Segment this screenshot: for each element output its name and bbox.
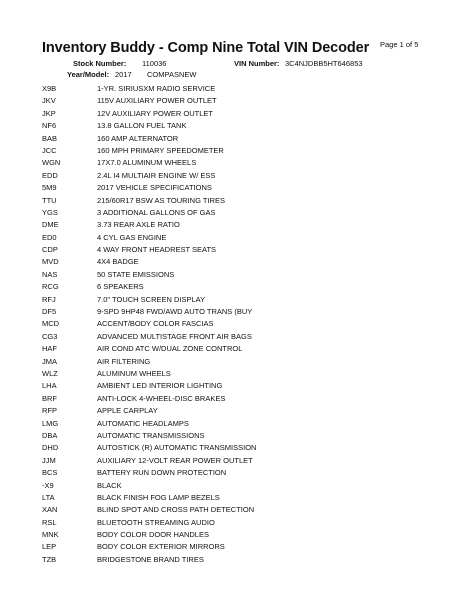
option-row (42, 541, 442, 553)
option-description: 1-YR. SIRIUSXM RADIO SERVICE (97, 84, 216, 93)
option-description: 160 MPH PRIMARY SPEEDOMETER (97, 145, 224, 155)
page-indicator: Page 1 of 5 (380, 40, 419, 49)
option-code: JKV (42, 96, 56, 106)
option-description: BATTERY RUN DOWN PROTECTION (97, 468, 227, 478)
year-model-label: Year/Model: (67, 70, 110, 79)
option-description: BLUETOOTH STREAMING AUDIO (97, 517, 215, 527)
option-code: ED0 (42, 232, 57, 242)
option-description: BLACK (97, 480, 122, 490)
option-row (42, 380, 442, 392)
option-row (42, 195, 442, 207)
option-row (42, 492, 442, 504)
option-row (42, 529, 442, 541)
year-value: 2017 (115, 70, 132, 79)
option-description: 4 WAY FRONT HEADREST SEATS (97, 245, 217, 255)
option-row (42, 442, 442, 454)
option-code: WLZ (42, 368, 58, 378)
option-code: DHD (42, 443, 59, 453)
option-row (42, 232, 442, 244)
option-code: LTA (42, 492, 55, 502)
option-description: 3 ADDITIONAL GALLONS OF GAS (97, 207, 216, 217)
option-row (42, 480, 442, 492)
option-row (42, 256, 442, 268)
option-row (42, 430, 442, 442)
option-code: RSL (42, 517, 57, 527)
option-code: JCC (42, 145, 57, 155)
option-description: AUTOMATIC HEADLAMPS (97, 418, 189, 428)
option-code: WGN (42, 158, 61, 168)
option-description: ADVANCED MULTISTAGE FRONT AIR BAGS (97, 331, 252, 341)
option-code: MCD (42, 319, 60, 329)
option-code: MVD (42, 257, 59, 267)
option-description: AUXILIARY 12-VOLT REAR POWER OUTLET (97, 455, 253, 465)
option-row (42, 133, 442, 145)
option-row (42, 517, 442, 529)
option-code: HAF (42, 344, 57, 354)
option-description: 13.8 GALLON FUEL TANK (97, 121, 187, 131)
option-description: BLACK FINISH FOG LAMP BEZELS (97, 492, 220, 502)
option-code: CDP (42, 245, 58, 255)
option-description: AUTOSTICK (R) AUTOMATIC TRANSMISSION (97, 443, 257, 453)
option-description: AUTOMATIC TRANSMISSIONS (97, 430, 205, 440)
option-description: 4X4 BADGE (97, 257, 139, 267)
option-code: BRF (42, 393, 57, 403)
option-description: ANTI-LOCK 4-WHEEL-DISC BRAKES (97, 393, 226, 403)
option-description: BLIND SPOT AND CROSS PATH DETECTION (97, 505, 255, 515)
stock-number-value: 110036 (142, 59, 167, 68)
option-code: MNK (42, 530, 59, 540)
option-code: JJM (42, 455, 56, 465)
option-row (42, 343, 442, 355)
option-row (42, 83, 442, 95)
option-code: TZB (42, 554, 57, 564)
option-code: RFJ (42, 294, 56, 304)
stock-number-label: Stock Number: (73, 59, 127, 68)
option-row (42, 331, 442, 343)
option-row (42, 145, 442, 157)
option-code: XAN (42, 505, 58, 515)
option-code: JKP (42, 108, 56, 118)
option-row (42, 182, 442, 194)
option-row (42, 455, 442, 467)
option-description: 2017 VEHICLE SPECIFICATIONS (97, 183, 212, 193)
option-code: 5M9 (42, 183, 57, 193)
option-row (42, 170, 442, 182)
option-row (42, 393, 442, 405)
option-row (42, 318, 442, 330)
option-description: 12V AUXILIARY POWER OUTLET (97, 108, 214, 118)
option-code: DME (42, 220, 59, 230)
option-description: 3.73 REAR AXLE RATIO (97, 220, 180, 230)
option-code: DBA (42, 430, 58, 440)
option-code: RCG (42, 282, 59, 292)
option-description: AIR FILTERING (97, 356, 151, 366)
option-row (42, 554, 442, 566)
option-description: 2.4L I4 MULTIAIR ENGINE W/ ESS (97, 170, 216, 180)
option-row (42, 467, 442, 479)
option-row (42, 95, 442, 107)
option-code: LMG (42, 418, 59, 428)
option-description: 50 STATE EMISSIONS (97, 269, 175, 279)
option-description: AMBIENT LED INTERIOR LIGHTING (97, 381, 223, 391)
option-description: 6 SPEAKERS (97, 282, 144, 292)
option-code: LHA (42, 381, 57, 391)
option-row (42, 207, 442, 219)
option-code: BCS (42, 468, 58, 478)
option-row (42, 306, 442, 318)
option-code-list (42, 83, 442, 566)
option-code: BAB (42, 133, 58, 143)
option-description: 7.0" TOUCH SCREEN DISPLAY (97, 294, 206, 304)
vin-number-label: VIN Number: (234, 59, 280, 68)
option-description: BODY COLOR EXTERIOR MIRRORS (97, 542, 225, 552)
option-row (42, 418, 442, 430)
option-code: CG3 (42, 331, 58, 341)
option-row (42, 108, 442, 120)
option-row (42, 368, 442, 380)
option-description: 160 AMP ALTERNATOR (97, 133, 179, 143)
option-code: NAS (42, 269, 58, 279)
option-description: BRIDGESTONE BRAND TIRES (97, 554, 204, 564)
option-description: ACCENT/BODY COLOR FASCIAS (97, 319, 214, 329)
option-description: APPLE CARPLAY (97, 406, 158, 416)
option-row (42, 269, 442, 281)
option-code: JMA (42, 356, 57, 366)
option-description: 215/60R17 BSW AS TOURING TIRES (97, 195, 225, 205)
option-description: 115V AUXILIARY POWER OUTLET (97, 96, 217, 106)
option-code: YGS (42, 207, 58, 217)
option-row (42, 356, 442, 368)
option-row (42, 244, 442, 256)
option-row (42, 120, 442, 132)
model-value: COMPASNEW (147, 70, 197, 79)
option-code: DF5 (42, 307, 57, 317)
option-row (42, 157, 442, 169)
option-description: 9-SPD 9HP48 FWD/AWD AUTO TRANS (BUY (97, 307, 253, 317)
option-code: -X9 (42, 480, 54, 490)
option-code: LEP (42, 542, 57, 552)
option-description: BODY COLOR DOOR HANDLES (97, 530, 209, 540)
report-title: Inventory Buddy - Comp Nine Total VIN Decoder (42, 40, 370, 56)
option-row (42, 405, 442, 417)
option-description: 4 CYL GAS ENGINE (97, 232, 167, 242)
option-row (42, 504, 442, 516)
option-row (42, 281, 442, 293)
option-code: NF6 (42, 121, 57, 131)
option-description: AIR COND ATC W/DUAL ZONE CONTROL (97, 344, 243, 354)
option-code: RFP (42, 406, 57, 416)
vin-number-value: 3C4NJDBB5HT646853 (285, 59, 363, 68)
option-description: ALUMINUM WHEELS (97, 368, 171, 378)
option-code: X9B (42, 84, 57, 93)
option-row (42, 219, 442, 231)
option-code: EDD (42, 170, 58, 180)
option-description: 17X7.0 ALUMINUM WHEELS (97, 158, 197, 168)
option-code: TTU (42, 195, 57, 205)
option-row (42, 294, 442, 306)
